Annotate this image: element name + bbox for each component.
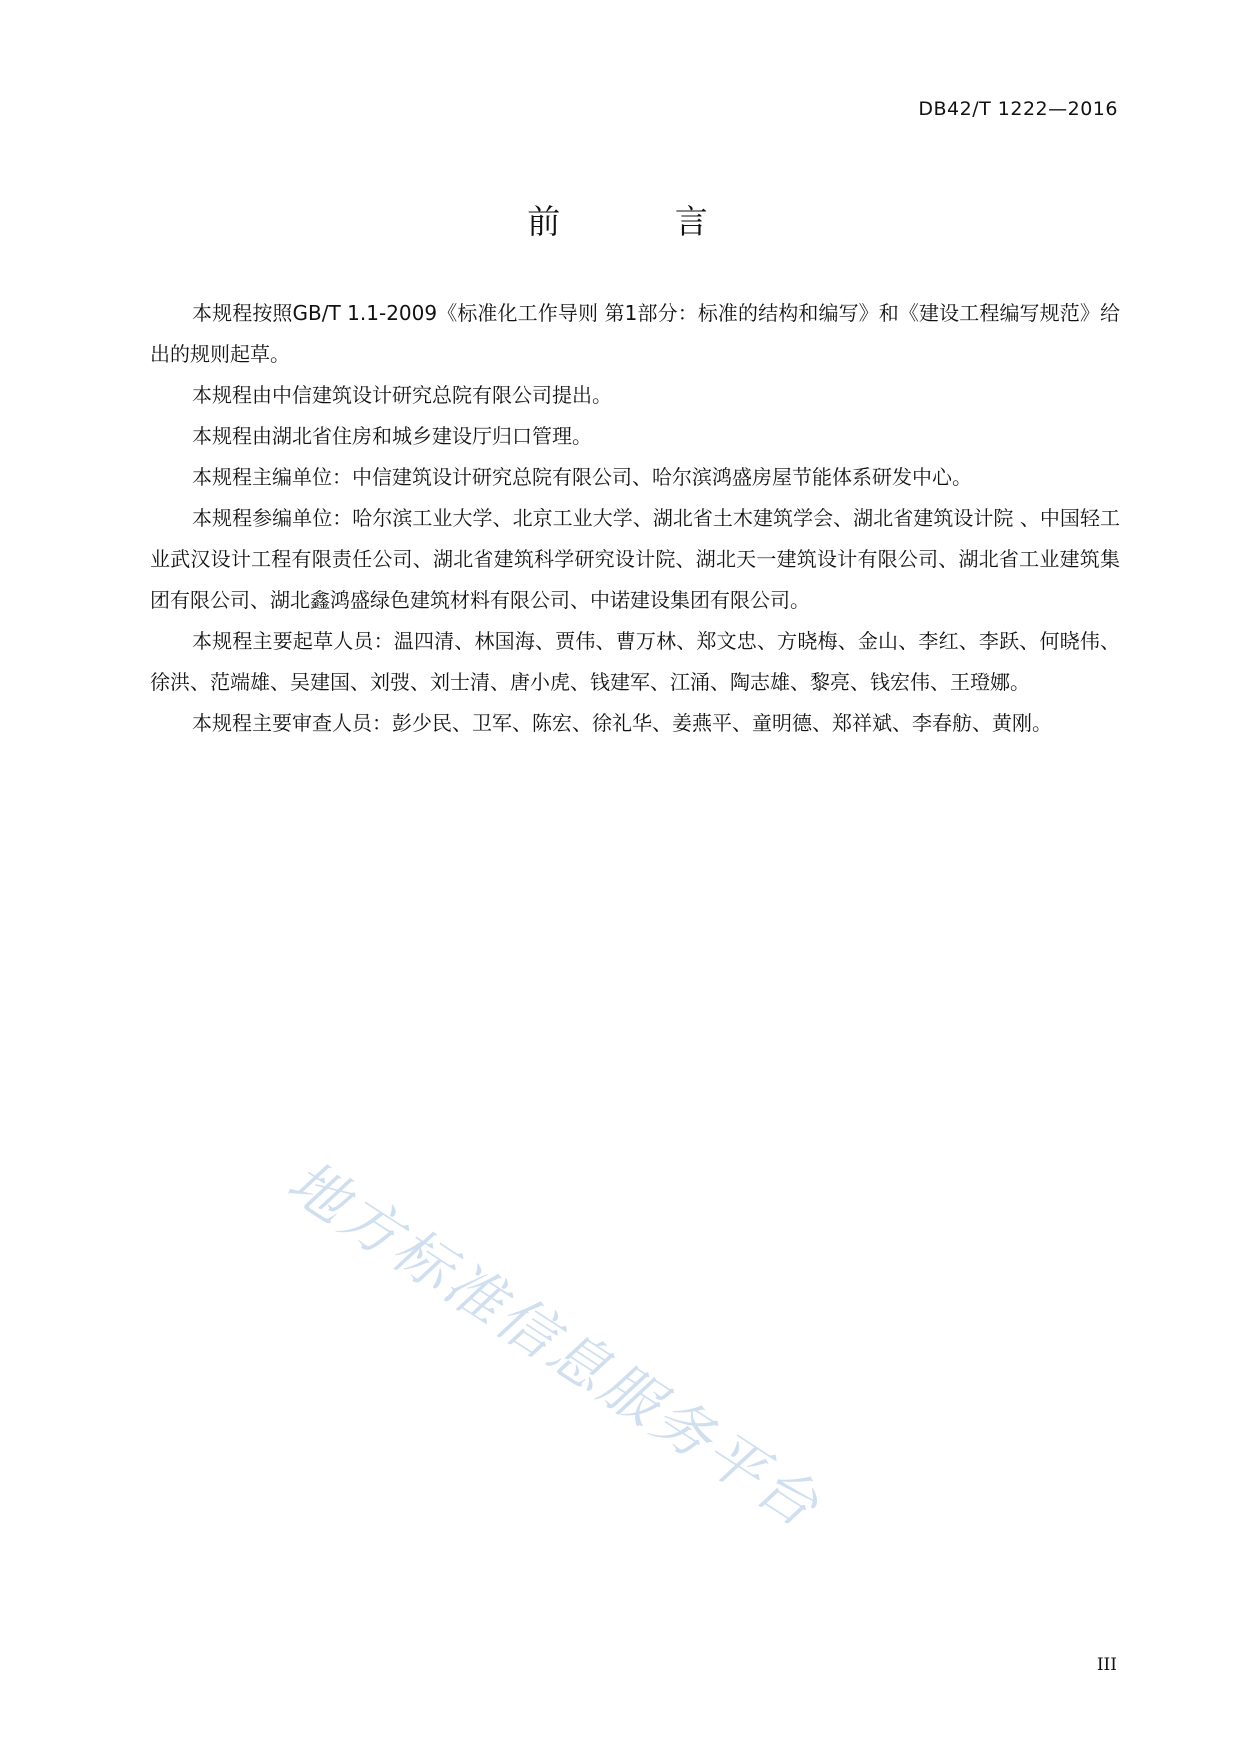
paragraph-drafters: 本规程主要起草人员：温四清、林国海、贾伟、曹万林、郑文忠、方晓梅、金山、李红、李跃、何晓伟、徐洪、范端雄、吴建国、刘弢、刘士清、唐小虎、钱建军、江涌、陶志雄、黎亮、钱宏伟、王璒娜。	[150, 629, 1120, 694]
paragraph-reviewers: 本规程主要审查人员：彭少民、卫军、陈宏、徐礼华、姜燕平、童明德、郑祥斌、李春舫、黄刚。	[192, 711, 1052, 735]
paragraph-drafting-rules: 本规程按照GB/T 1.1-2009《标准化工作导则 第1部分：标准的结构和编写》和《建设工程编写规范》给出的规则起草。	[150, 301, 1120, 366]
document-code: DB42/T 1222—2016	[918, 98, 1118, 120]
foreword-body	[150, 293, 1120, 744]
page-title: 前 言	[527, 202, 760, 241]
watermark: 地方标准信息服务平台	[275, 1146, 833, 1542]
paragraph-administration: 本规程由湖北省住房和城乡建设厅归口管理。	[192, 424, 592, 448]
paragraph-chief-editors: 本规程主编单位：中信建筑设计研究总院有限公司、哈尔滨鸿盛房屋节能体系研发中心。	[192, 465, 972, 489]
page-number: III	[1096, 1655, 1117, 1675]
paragraph-proposer: 本规程由中信建筑设计研究总院有限公司提出。	[192, 383, 612, 407]
paragraph-participating-units: 本规程参编单位：哈尔滨工业大学、北京工业大学、湖北省土木建筑学会、湖北省建筑设计院 、中国轻工业武汉设计工程有限责任公司、湖北省建筑科学研究设计院、湖北天一建筑设计有限公司、湖北省工业建筑集团有限公司、湖北鑫鸿盛绿色建筑材料有限公司、中诺建设集团有限公司。	[150, 506, 1120, 612]
